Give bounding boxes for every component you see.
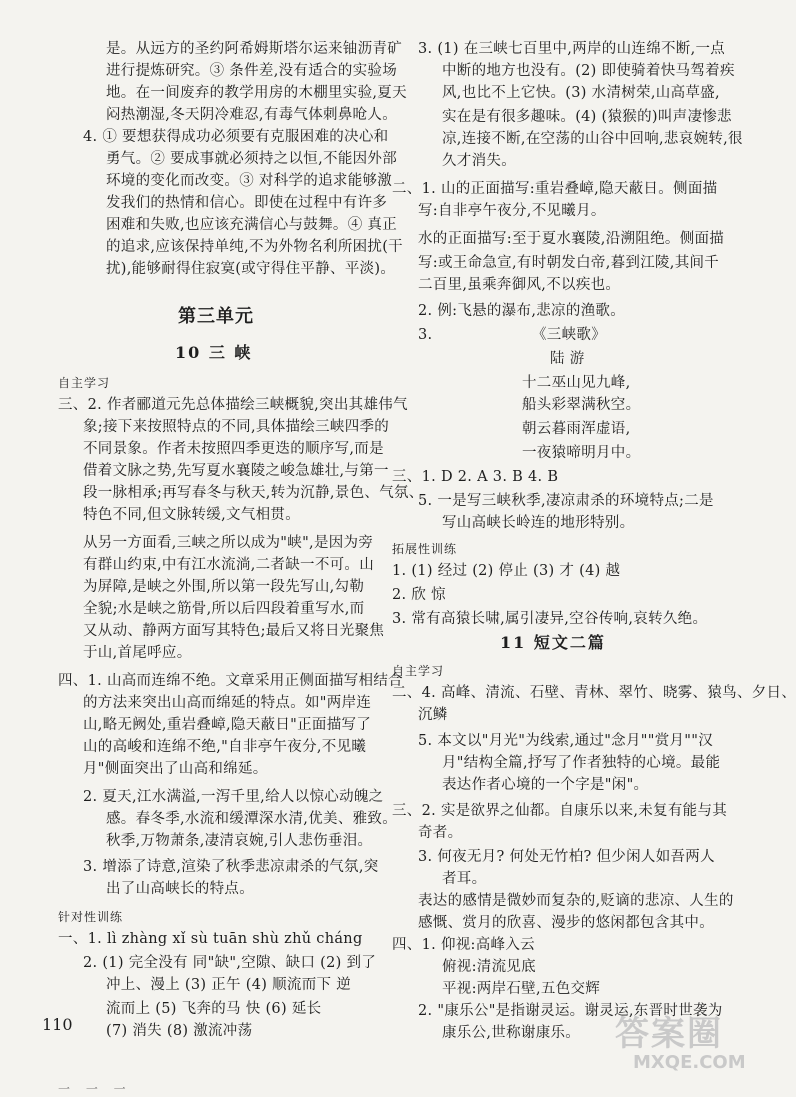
lesson-title: 11 短文二篇 — [500, 633, 606, 652]
section-label: 拓展性训练 — [392, 542, 458, 556]
text-line: 3. 何夜无月? 何处无竹柏? 但少闲人如吾两人 — [418, 849, 715, 865]
text-line: 感慨、赏月的欣喜、漫步的悠闲都包含其中。 — [418, 915, 714, 931]
text-line: 写山高峡长岭连的地形特别。 — [442, 515, 635, 531]
text-line: 环境的变化而改变。③ 对科学的追求能够激 — [106, 173, 393, 189]
text-line: 写:自非亭午夜分,不见曦月。 — [418, 203, 606, 219]
text-line: 实在是有很多趣味。(4) (猿猴的)叫声凄惨悲 — [442, 109, 732, 125]
text-line: 月"结构全篇,抒写了作者独特的心境。最能 — [442, 755, 721, 771]
watermark-url: MXQE.COM — [633, 1052, 746, 1073]
text-line: 2. "康乐公"是指谢灵运。谢灵运,东晋时世袭为 — [418, 1003, 723, 1019]
text-line: 表达作者心境的一个字是"闲"。 — [442, 777, 649, 793]
text-line: 地。在一间废弃的教学用房的木棚里实验,夏天 — [106, 85, 407, 101]
text-line: 3. 增添了诗意,渲染了秋季悲凉肃杀的气氛,突 — [83, 859, 379, 875]
section-label: 自主学习 — [58, 376, 111, 390]
text-line: 者耳。 — [442, 871, 487, 887]
text-line: 流而上 (5) 飞奔的马 快 (6) 延长 — [106, 1001, 322, 1017]
text-line: 陆 游 — [550, 351, 585, 367]
text-line: 月"侧面突出了山高和绵延。 — [83, 761, 268, 777]
text-line: 《三峡歌》 — [532, 327, 606, 343]
text-line: 水的正面描写:至于夏水襄陵,沿溯阻绝。侧面描 — [418, 231, 725, 247]
text-line: 二百里,虽乘奔御风,不以疾也。 — [418, 277, 621, 293]
text-line: 5. 一是写三峡秋季,凄凉肃杀的环境特点;二是 — [418, 493, 714, 509]
text-line: 3. 常有高猿长啸,属引凄异,空谷传响,哀转久绝。 — [392, 611, 708, 627]
text-line: 闷热潮湿,冬天阴冷难忍,有毒气体刺鼻呛人。 — [106, 107, 398, 123]
text-line: 5. 本文以"月光"为线索,通过"念月""赏月""汉 — [418, 733, 714, 749]
unit-heading: 第三单元 — [178, 306, 254, 327]
section-label: 针对性训练 — [58, 910, 124, 924]
text-line: 中断的地方也没有。(2) 即使骑着快马驾着疾 — [442, 63, 735, 79]
text-line: 借着文脉之势,先写夏水襄陵之峻急雄壮,与第一 — [83, 463, 389, 479]
text-line: 三、2. 作者郦道元先总体描绘三峡概貌,突出其雄伟气 — [58, 397, 408, 413]
text-line: 表达的感情是微妙而复杂的,贬谪的悲凉、人生的 — [418, 893, 734, 909]
text-line: 出了山高峡长的特点。 — [106, 881, 254, 897]
text-line: 扰),能够耐得住寂寞(或守得住平静、平淡)。 — [106, 261, 396, 277]
text-line: 山的高峻和连绵不绝,"自非亭午夜分,不见曦 — [83, 739, 367, 755]
text-line: 特色不同,但文脉转缓,文气相贯。 — [83, 507, 301, 523]
text-line: 不同景象。作者未按照四季更迭的顺序写,而是 — [83, 441, 384, 457]
text-line: 俯视:清流见底 — [442, 959, 536, 975]
text-line: 2. (1) 完全没有 同"缺",空隙、缺口 (2) 到了 — [83, 955, 377, 971]
watermark-main-text: 答案圈 — [615, 1014, 723, 1054]
text-line: 奇者。 — [418, 825, 463, 841]
text-line: 2. 例:飞悬的瀑布,悲凉的渔歌。 — [418, 303, 626, 319]
text-line: 康乐公,世称谢康乐。 — [442, 1025, 581, 1041]
text-line: 四、1. 仰视:高峰入云 — [392, 937, 535, 953]
text-line: 冲上、漫上 (3) 正午 (4) 顺流而下 逆 — [106, 977, 352, 993]
text-line: (7) 消失 (8) 激流冲荡 — [106, 1023, 253, 1039]
lesson-title: 10 三 峡 — [175, 343, 253, 362]
text-line: 的方法来突出山高而绵延的特点。如"两岸连 — [83, 695, 372, 711]
text-line: 平视:两岸石壁,五色交辉 — [442, 981, 601, 997]
text-line: 二、1. 山的正面描写:重岩叠嶂,隐天蔽日。侧面描 — [392, 181, 718, 197]
text-line: 1. (1) 经过 (2) 停止 (3) 才 (4) 越 — [392, 563, 621, 579]
text-line: 发我们的热情和信心。即使在过程中有许多 — [106, 195, 388, 211]
text-line: 象;接下来按照特点的不同,具体描绘三峡四季的 — [83, 419, 390, 435]
text-line: 秋季,万物萧条,凄清哀婉,引人悲伤垂泪。 — [106, 833, 373, 849]
text-line: 2. 欣 惊 — [392, 587, 446, 603]
text-line: 风,也比不上它快。(3) 水清树荣,山高草盛, — [442, 85, 720, 101]
text-line: 困难和失败,也应该充满信心与鼓舞。④ 真正 — [106, 217, 398, 233]
text-line: 一、1. lì zhàng xǐ sù tuān shù zhǔ cháng — [58, 931, 363, 947]
text-line: 3. — [418, 327, 433, 343]
text-line: 有群山约束,中有江水流淌,二者缺一不可。山 — [83, 557, 375, 573]
section-label: 自主学习 — [392, 664, 445, 678]
text-line: 船头彩翠满秋空。 — [522, 397, 641, 413]
text-line: 全貌;水是峡之筋骨,所以后四段着重写水,而 — [83, 601, 365, 617]
text-line: 段一脉相承;再写春冬与秋天,转为沉静,景色、气氛、 — [83, 485, 424, 501]
text-line: 十二巫山见九峰, — [522, 375, 631, 391]
text-line: 4. ① 要想获得成功必须要有克服困难的决心和 — [83, 129, 389, 145]
text-line: 进行提炼研究。③ 条件差,没有适合的实验场 — [106, 63, 398, 79]
text-line: 于山,首尾呼应。 — [83, 645, 192, 661]
text-line: 四、1. 山高而连绵不绝。文章采用正侧面描写相结合 — [58, 673, 403, 689]
page-number: 110 — [42, 1015, 73, 1034]
text-line: 久才消失。 — [442, 153, 516, 169]
text-line: 写:或王命急宣,有时朝发白帝,暮到江陵,其间千 — [418, 255, 720, 271]
text-line: 凉,连接不断,在空荡的山谷中回响,悲哀婉转,很 — [442, 131, 743, 147]
text-line: 2. 夏天,江水满溢,一泻千里,给人以惊心动魄之 — [83, 789, 384, 805]
text-line: 沉鳞 — [418, 707, 448, 723]
text-line: 感。春冬季,水流和缓潭深水清,优美、雅致。 — [106, 811, 398, 827]
text-line: 勇气。② 要成事就必须持之以恒,不能因外部 — [106, 151, 398, 167]
text-line: 二、4. 高峰、清流、石壁、青林、翠竹、晓雾、猿鸟、夕日、 — [392, 685, 796, 701]
text-line: 又从动、静两方面写其特色;最后又将日光聚焦 — [83, 623, 385, 639]
footer-marks: 一 一 一 — [58, 1082, 132, 1096]
text-line: 一夜猿啼明月中。 — [522, 445, 641, 461]
text-line: 三、2. 实是欲界之仙都。自康乐以来,未复有能与其 — [392, 803, 728, 819]
text-line: 三、1. D 2. A 3. B 4. B — [392, 469, 559, 485]
watermark-logo — [615, 1006, 746, 1086]
text-line: 朝云暮雨浑虚语, — [522, 421, 631, 437]
text-line: 山,略无阙处,重岩叠嶂,隐天蔽日"正面描写了 — [83, 717, 372, 733]
text-line: 从另一方面看,三峡之所以成为"峡",是因为旁 — [83, 535, 374, 551]
text-line: 为屏障,是峡之外围,所以第一段先写山,勾勒 — [83, 579, 365, 595]
text-line: 是。从远方的圣约阿希姆斯塔尔运来铀沥青矿 — [106, 41, 402, 57]
text-line: 3. (1) 在三峡七百里中,两岸的山连绵不断,一点 — [418, 41, 726, 57]
text-line: 的追求,应该保持单纯,不为外物名利所困扰(干 — [106, 239, 403, 255]
